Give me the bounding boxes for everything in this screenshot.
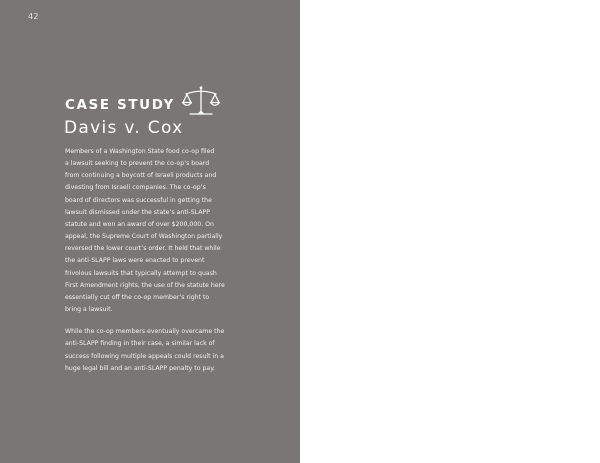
text-line: board of directors was successful in getting the xyxy=(65,196,212,204)
text-line: the anti-SLAPP laws were enacted to prevent xyxy=(65,257,205,265)
text-line: essentially cut off the co-op member’s right to xyxy=(65,293,210,301)
text-line: frivolous lawsuits that typically attempt to quash xyxy=(65,269,217,277)
body-paragraph xyxy=(65,326,251,375)
text-line: Members of a Washington State food co-op filed xyxy=(65,148,215,155)
text-line: bring a lawsuit. xyxy=(65,306,113,314)
text-line: a lawsuit seeking to prevent the co-op’s board xyxy=(65,160,210,168)
case-study-label: CASE STUDY xyxy=(65,96,175,113)
page-number: 42 xyxy=(28,12,39,21)
text-line: lawsuit dismissed under the state’s anti-SLAPP xyxy=(65,208,210,216)
text-line: success following multiple appeals could result in a xyxy=(65,352,224,360)
text-line: First Amendment rights, the use of the statute here xyxy=(65,281,225,289)
case-body xyxy=(65,146,251,375)
case-title: Davis v. Cox xyxy=(64,118,184,138)
text-line: from continuing a boycott of Israeli products and xyxy=(65,172,217,180)
body-paragraph xyxy=(65,146,251,316)
text-line: divesting from Israeli companies. The co-op’s xyxy=(65,184,206,192)
scales-of-justice-icon xyxy=(181,86,221,116)
right-page-blank xyxy=(300,0,600,463)
case-study-header xyxy=(65,86,221,116)
text-line: appeal, the Supreme Court of Washington partially xyxy=(65,233,223,241)
text-line: anti-SLAPP finding in their case, a similar lack of xyxy=(65,340,215,348)
text-line: While the co-op members eventually overcame the xyxy=(65,328,225,336)
text-line: huge legal bill and an anti-SLAPP penalty to pay. xyxy=(65,364,215,372)
text-line: reversed the lower court’s order. It held that while xyxy=(65,245,221,253)
text-line: statute and won an award of over $200,000. On xyxy=(65,220,214,228)
